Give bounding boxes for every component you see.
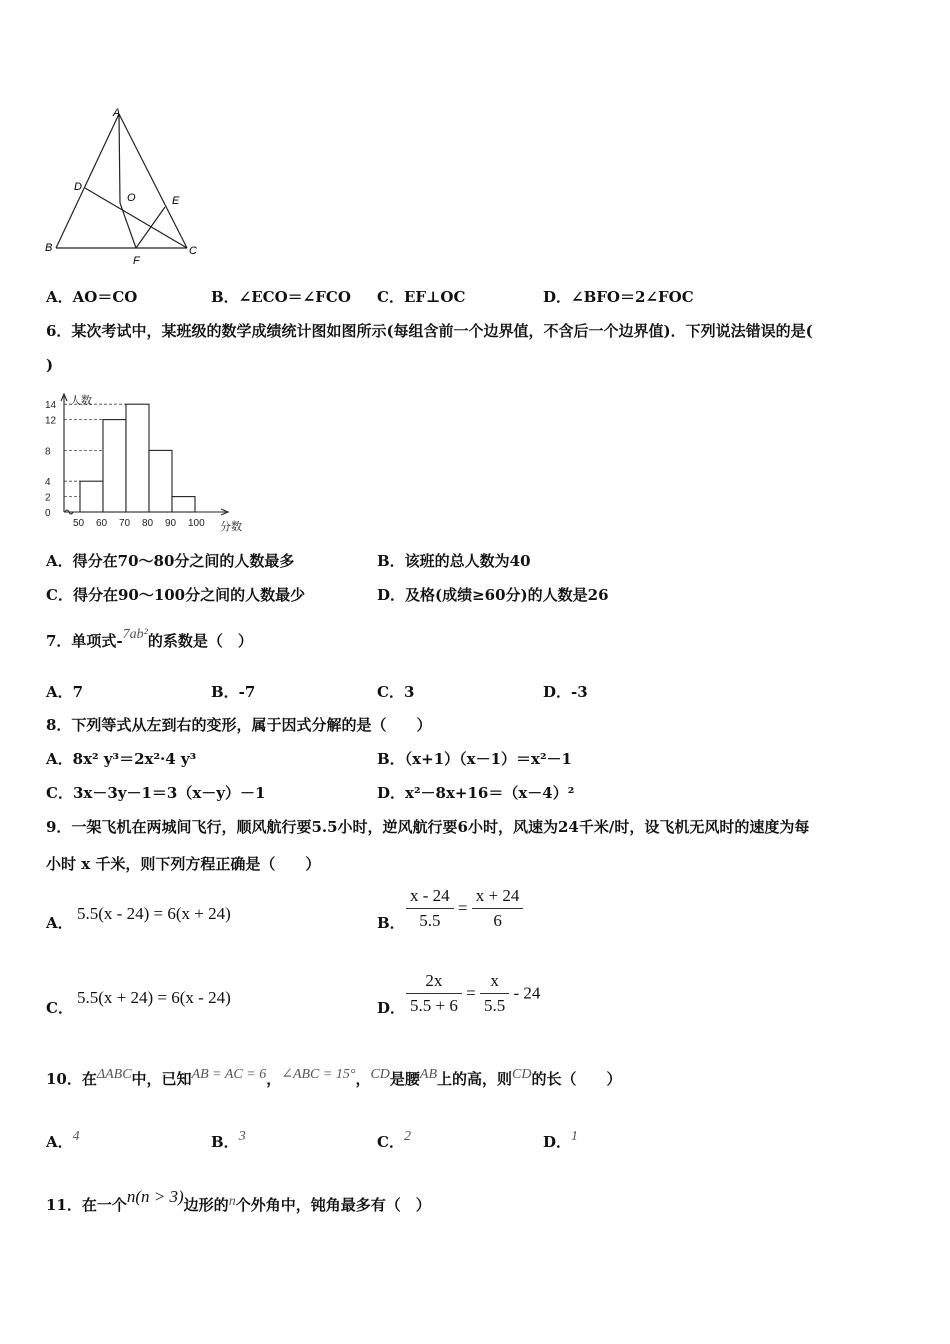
q10-text-4: ， [355,1070,371,1088]
q9-option-d-label: D． [377,999,406,1017]
q10-option-c-label: C． [377,1133,404,1151]
q6-option-a: A．得分在70～80分之间的人数最多 [46,552,295,570]
q8-option-d: D．x²－8x+16＝（x－4）² [377,784,575,802]
x-tick-60: 60 [96,518,108,529]
q9-d-den1: 5.5 + 6 [410,996,458,1015]
q10-math-cd: CD [370,1067,390,1082]
q10-option-d-label: D． [543,1133,572,1151]
q9-option-a-label: A． [46,914,73,932]
q9-option-a-expr: 5.5(x - 24) = 6(x + 24) [77,904,231,923]
y-tick-0: 0 [45,508,51,519]
q10-option-c-value: 2 [403,1129,411,1144]
y-tick-14: 14 [45,400,57,412]
label-B: B [45,242,53,254]
q9-option-b-expr: $\frac{x - 24}{5.5}$ = $\frac{x + 24}{6}$ [406,886,523,931]
label-O: O [127,192,136,204]
q9-d-tail: - 24 [513,983,541,1003]
q7-expr: 7ab² [122,627,148,642]
histogram-bar-80-90 [149,450,172,512]
q10-stem [46,1068,622,1089]
q9-option-c-expr: 5.5(x + 24) = 6(x - 24) [77,988,231,1007]
q5-option-d: D．∠BFO＝2∠FOC [543,288,694,306]
q9-b-num2: x + 24 [472,886,524,909]
q9-b-den2: 6 [493,911,502,930]
q10-text-2: 中，已知 [131,1070,192,1088]
q9-b-den1: 5.5 [419,911,441,930]
q8-stem: 8．下列等式从左到右的变形，属于因式分解的是（ ） [46,716,432,734]
histogram-chart [40,388,260,538]
y-tick-8: 8 [45,446,51,458]
q10-math-triangle: ΔABC [96,1067,132,1082]
label-F: F [133,255,140,267]
x-tick-80: 80 [142,518,154,529]
q10-option-a [46,1131,80,1152]
q10-option-b [211,1131,246,1152]
q9-option-b-label: B． [377,914,405,932]
y-tick-12: 12 [45,415,57,427]
q6-option-c: C．得分在90～100分之间的人数最少 [46,586,306,604]
q8-option-b: B．（x+1）（x－1）＝x²－1 [377,750,572,768]
x-axis-label: 分数 [220,521,242,533]
q10-math-ab: AB [419,1067,438,1082]
q11-text-1: 11．在一个 [46,1196,127,1214]
q9-d-den2: 5.5 [483,996,506,1015]
q10-math-cd-2: CD [512,1067,532,1082]
label-A: A [113,107,121,119]
q5-option-b: B．∠ECO＝∠FCO [211,288,351,306]
q11-math-n: n(n > 3) [126,1187,184,1206]
q10-option-c [377,1131,411,1152]
q7-option-b: B．-7 [211,683,256,701]
q9-d-num1: 2x [406,971,462,994]
histogram-bar-90-100 [172,497,195,512]
q10-option-a-label: A． [46,1133,73,1151]
q7-stem-post: 的系数是（ ） [147,632,253,650]
q7-option-d: D．-3 [543,683,588,701]
x-tick-70: 70 [119,518,131,529]
q7-stem [46,627,253,651]
q10-option-b-value: 3 [238,1129,246,1144]
histogram-bar-60-70 [103,420,126,512]
q10-option-d [543,1131,578,1152]
q9-stem-line2: 小时 x 千米，则下列方程正确是（ ） [46,855,321,873]
q9-option-d-expr: $\frac{2x}{5.5 + 6}$ = $\frac{x}{5.5}$ - 24 [406,971,540,1016]
q7-option-a: A．7 [46,683,84,701]
x-tick-50: 50 [73,518,85,529]
label-C: C [189,245,197,257]
q9-b-num1: x - 24 [406,886,454,909]
q10-text-5: 是腰 [389,1070,420,1088]
q11-math-n-2: n [228,1194,236,1209]
x-tick-90: 90 [165,518,177,529]
q8-option-a: A．8x² y³＝2x²·4 y³ [46,750,197,768]
q5-option-a: A．AO＝CO [46,288,138,306]
histogram-bar-70-80 [126,404,149,512]
y-tick-4: 4 [45,477,51,489]
q10-text-3: ， [266,1070,282,1088]
triangle-figure [40,100,210,270]
q9-stem-line1: 9．一架飞机在两城间飞行，顺风航行要5.5小时，逆风航行要6小时，风速为24千米/时，设飞机无风时的速度为每 [46,818,810,836]
q6-stem-line1: 6．某次考试中，某班级的数学成绩统计图如图所示(每组含前一个边界值，不含后一个边界值)．下列说法错误的是( [46,322,813,340]
q10-text-6: 上的高，则 [437,1070,513,1088]
q6-option-b: B．该班的总人数为40 [377,552,531,570]
q10-math-angle: ∠ABC = 15° [281,1067,356,1082]
label-E: E [172,195,180,207]
label-D: D [74,181,82,193]
q8-option-c: C．3x－3y－1＝3（x－y）－1 [46,784,266,802]
q11-stem [46,1187,431,1215]
q10-option-d-value: 1 [571,1129,579,1144]
q11-text-2: 边形的 [183,1196,229,1214]
q7-stem-pre: 7．单项式- [46,632,123,650]
q10-math-sides: AB = AC = 6 [191,1067,267,1082]
q10-option-a-value: 4 [72,1129,80,1144]
q9-d-num2: x [480,971,509,994]
x-tick-100: 100 [188,518,205,529]
q10-option-b-label: B． [211,1133,239,1151]
q6-option-d: D．及格(成绩≥60分)的人数是26 [377,586,609,604]
q7-option-c: C．3 [377,683,415,701]
q11-text-3: 个外角中，钝角最多有（ ） [235,1196,431,1214]
histogram-bar-50-60 [80,481,103,512]
q10-text-7: 的长（ ） [531,1070,622,1088]
q6-stem-line2: ) [46,356,54,374]
y-tick-2: 2 [45,492,51,504]
q9-option-c-label: C． [46,999,73,1017]
y-axis-label: 人数 [70,395,92,407]
q10-text-1: 10．在 [46,1070,97,1088]
q5-option-c: C．EF⊥OC [377,288,466,306]
